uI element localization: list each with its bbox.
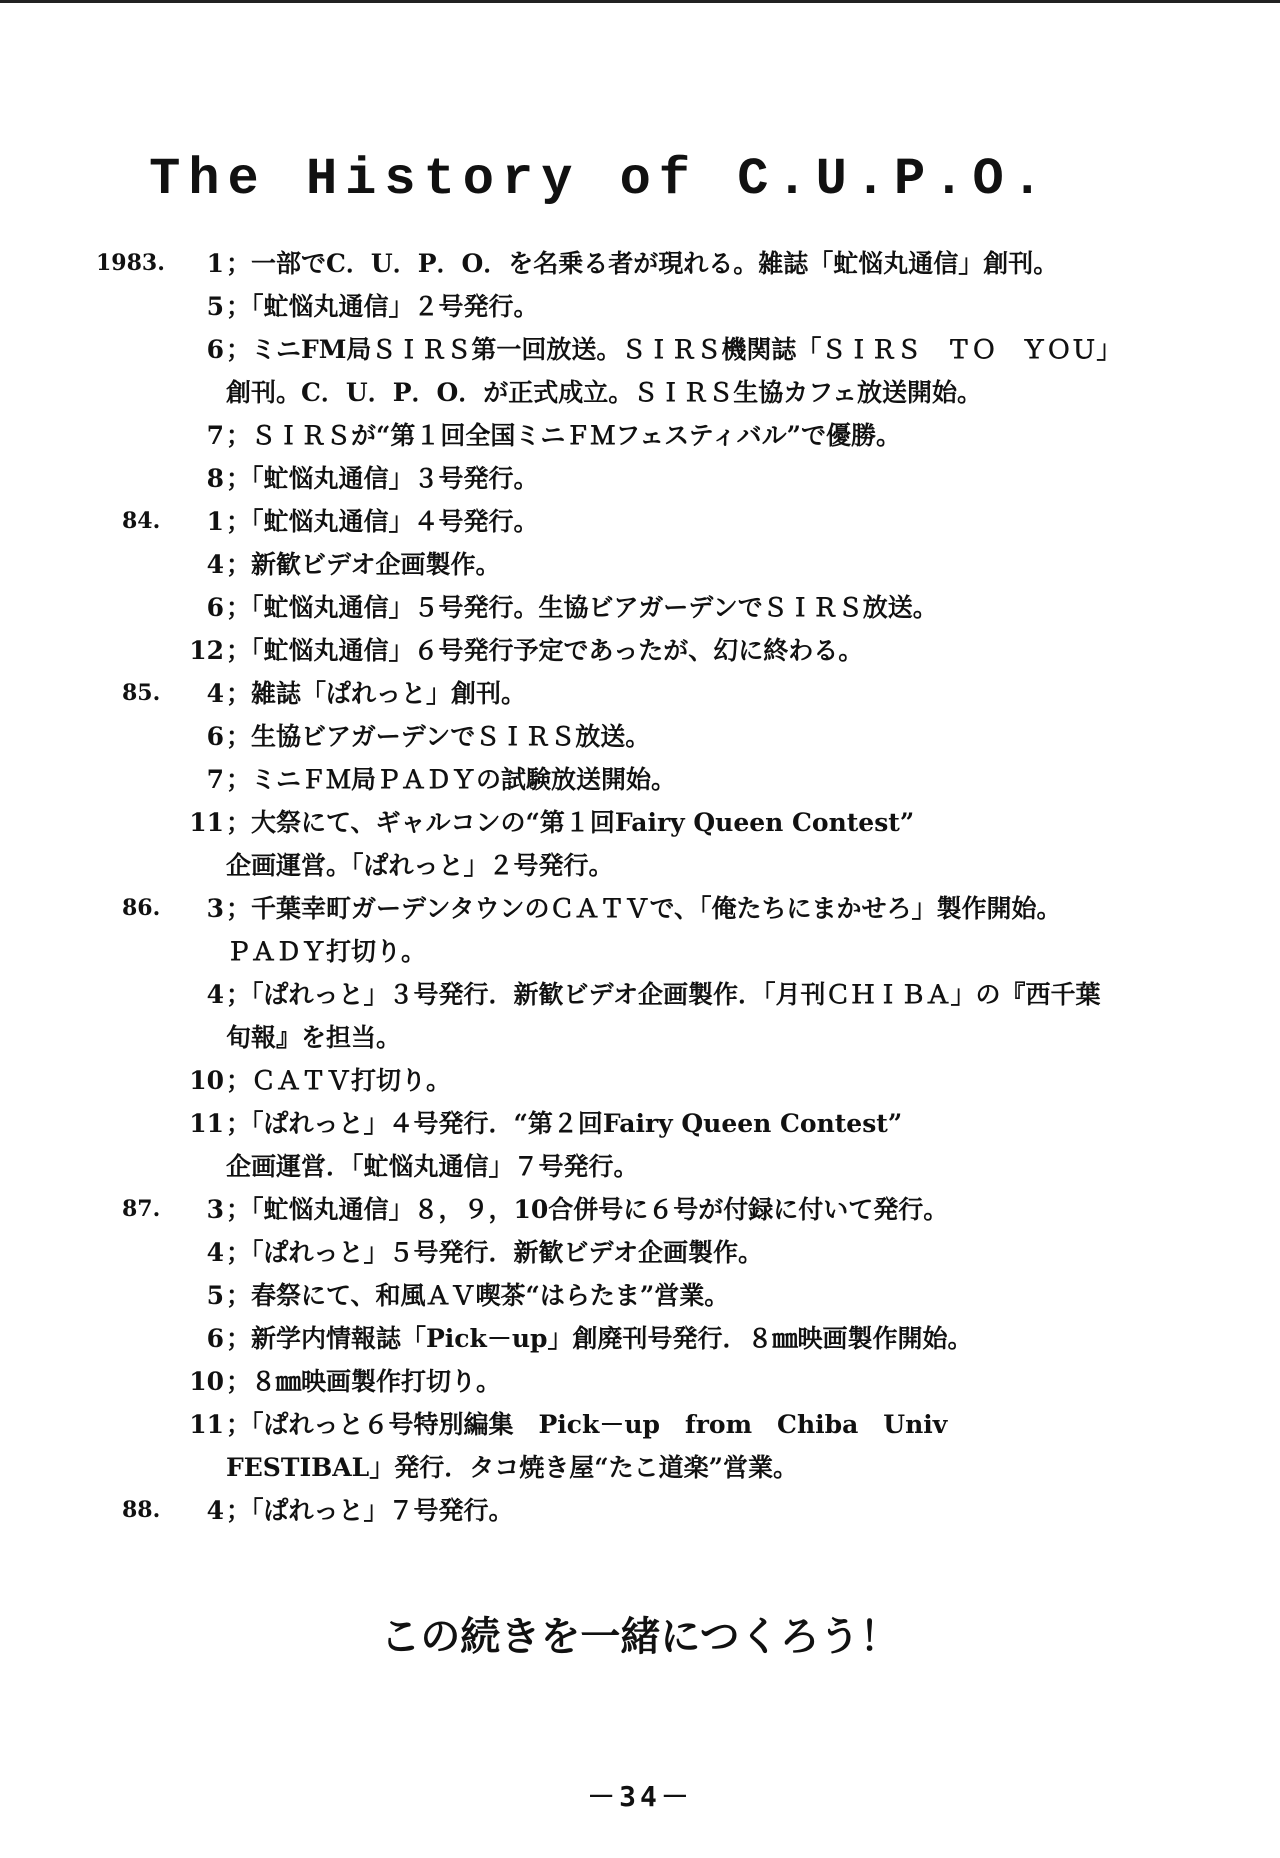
entry-text: ；雑誌「ぱれっと」創刊。 [226, 679, 527, 708]
timeline-entry [0, 328, 1280, 371]
entry-month: 1 [206, 249, 224, 278]
entry-text: ；新歓ビデオ企画製作。 [226, 550, 501, 579]
timeline-entry [0, 285, 1280, 328]
entry-month: 10 [189, 1066, 224, 1095]
entry-month: 11 [189, 1410, 224, 1439]
timeline-entry [0, 758, 1280, 801]
entry-text: ；「ぱれっと６号特別編集 Pick－up from Chiba Univ [226, 1410, 948, 1439]
top-border [0, 0, 1280, 3]
timeline-entry [0, 1188, 1280, 1231]
entry-text: ；千葉幸町ガーデンタウンのＣＡＴＶで、「俺たちにまかせろ」製作開始。 [226, 894, 1062, 923]
entry-month: 10 [189, 1367, 224, 1396]
entry-text-continued: 創刊。C．U．P．O．が正式成立。ＳＩＲＳ生協カフェ放送開始。 [226, 378, 983, 407]
entry-text: ；「虻悩丸通信」２号発行。 [226, 292, 539, 321]
entry-year: 84. [122, 508, 161, 534]
timeline-entry [0, 1102, 1280, 1145]
entry-text-continued: 企画運営。「ぱれっと」２号発行。 [226, 851, 614, 880]
timeline-entry [0, 844, 1280, 887]
entry-text: ；「ぱれっと」５号発行．新歓ビデオ企画製作。 [226, 1238, 764, 1267]
timeline-entry [0, 1446, 1280, 1489]
entry-month: 3 [206, 894, 224, 923]
entry-text-continued: ＰＡＤＹ打切り。 [226, 937, 427, 966]
timeline-entry [0, 1145, 1280, 1188]
entry-text: ；ミニFM局ＳＩＲＳ第一回放送。ＳＩＲＳ機関誌「ＳＩＲＳ ＴＯ ＹＯＵ」 [226, 335, 1122, 364]
entry-month: 12 [189, 636, 224, 665]
entry-text: ；「虻悩丸通信」５号発行。生協ビアガーデンでＳＩＲＳ放送。 [226, 593, 938, 622]
timeline-entry [0, 1231, 1280, 1274]
entry-month: 7 [206, 765, 224, 794]
entry-month: 8 [206, 464, 224, 493]
entry-text: ；ＣＡＴＶ打切り。 [226, 1066, 452, 1095]
timeline-entry [0, 1274, 1280, 1317]
timeline-entry [0, 1317, 1280, 1360]
entry-text: ；大祭にて、ギャルコンの“第１回Fairy Queen Contest” [226, 808, 915, 837]
entry-month: 5 [206, 292, 224, 321]
timeline-entry [0, 1059, 1280, 1102]
entry-month: 6 [206, 722, 224, 751]
entry-month: 3 [206, 1195, 224, 1224]
entry-text: ；一部でC．U．P．O．を名乗る者が現れる。雑誌「虻悩丸通信」創刊。 [226, 249, 1059, 278]
entry-month: 6 [206, 1324, 224, 1353]
timeline-entry [0, 930, 1280, 973]
timeline-entry [0, 1360, 1280, 1403]
entry-text: ；ミニＦＭ局ＰＡＤＹの試験放送開始。 [226, 765, 677, 794]
timeline-entry [0, 1403, 1280, 1446]
closing-slogan: この続きを一緒につくろう！ [380, 1614, 900, 1660]
timeline-entry [0, 715, 1280, 758]
entry-text: ；「虻悩丸通信」４号発行。 [226, 507, 539, 536]
entry-text: ；「虻悩丸通信」６号発行予定であったが、幻に終わる。 [226, 636, 864, 665]
entry-text-continued: 旬報』を担当。 [226, 1023, 402, 1052]
entry-text: ；「ぱれっと」３号発行．新歓ビデオ企画製作．「月刊ＣＨＩＢＡ」の『西千葉 [226, 980, 1101, 1009]
page-number: －34－ [587, 1780, 693, 1813]
entry-month: 4 [206, 1238, 224, 1267]
entry-month: 5 [206, 1281, 224, 1310]
timeline-entry [0, 801, 1280, 844]
entry-text: ；８㎜映画製作打切り。 [226, 1367, 502, 1396]
timeline-entry [0, 457, 1280, 500]
entry-month: 7 [206, 421, 224, 450]
entry-month: 6 [206, 335, 224, 364]
timeline-entry [0, 500, 1280, 543]
page-title: The History of C.U.P.O. [149, 150, 1051, 209]
history-timeline [0, 242, 1280, 1532]
entry-month: 4 [206, 1496, 224, 1525]
timeline-entry [0, 371, 1280, 414]
entry-text-continued: 企画運営．「虻悩丸通信」７号発行。 [226, 1152, 639, 1181]
timeline-entry [0, 586, 1280, 629]
entry-year: 88. [122, 1497, 161, 1523]
entry-year: 86. [122, 895, 161, 921]
entry-month: 4 [206, 550, 224, 579]
timeline-entry [0, 973, 1280, 1016]
entry-year: 1983. [96, 250, 165, 276]
entry-year: 87. [122, 1196, 161, 1222]
entry-month: 6 [206, 593, 224, 622]
entry-month: 4 [206, 679, 224, 708]
entry-year: 85. [122, 680, 161, 706]
timeline-entry [0, 1489, 1280, 1532]
entry-month: 11 [189, 1109, 224, 1138]
timeline-entry [0, 887, 1280, 930]
entry-text: ；春祭にて、和風ＡＶ喫茶“はらたま”営業。 [226, 1281, 730, 1310]
timeline-entry [0, 242, 1280, 285]
entry-month: 11 [189, 808, 224, 837]
entry-month: 1 [206, 507, 224, 536]
entry-text: ；「虻悩丸通信」３号発行。 [226, 464, 539, 493]
entry-text: ；「虻悩丸通信」８，９，10合併号に６号が付録に付いて発行。 [226, 1195, 949, 1224]
timeline-entry [0, 672, 1280, 715]
timeline-entry [0, 629, 1280, 672]
entry-text: ；生協ビアガーデンでＳＩＲＳ放送。 [226, 722, 651, 751]
entry-text: ；新学内情報誌「Pick－up」創廃刊号発行．８㎜映画製作開始。 [226, 1324, 973, 1353]
timeline-entry [0, 543, 1280, 586]
entry-text: ；「ぱれっと」４号発行．“第２回Fairy Queen Contest” [226, 1109, 903, 1138]
entry-month: 4 [206, 980, 224, 1009]
entry-text-continued: FESTIBAL」発行．タコ焼き屋“たこ道楽”営業。 [226, 1453, 799, 1482]
timeline-entry [0, 1016, 1280, 1059]
entry-text: ；ＳＩＲＳが“第１回全国ミニＦＭフェスティバル”で優勝。 [226, 421, 902, 450]
timeline-entry [0, 414, 1280, 457]
entry-text: ；「ぱれっと」７号発行。 [226, 1496, 514, 1525]
